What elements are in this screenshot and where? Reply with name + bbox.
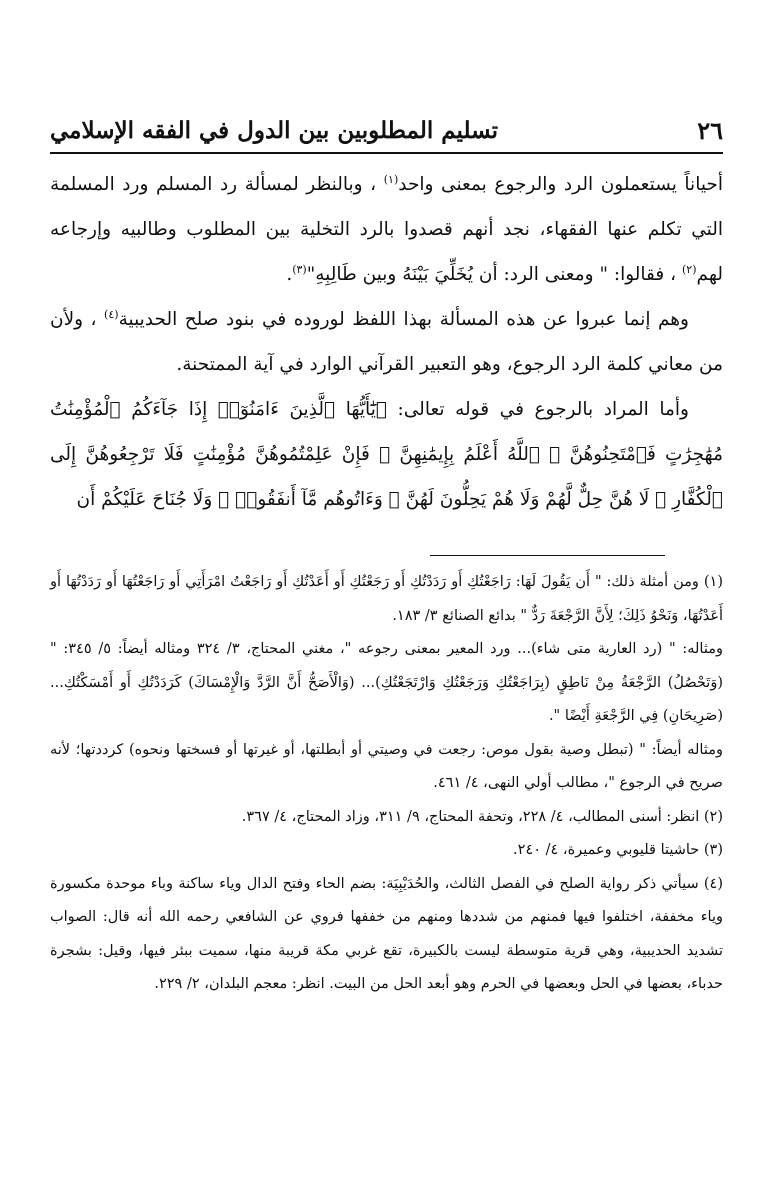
paragraph-2 — [50, 297, 723, 387]
text-span: أحياناً يستعملون الرد والرجوع بمعنى واحد — [398, 174, 723, 195]
footnote-1-example-3: ومثاله أيضاً: " (تبطل وصية بقول موص: رجعت في وصيتي أو أبطلتها، أو غيرتها أو فسختها ونحوه) كرددتها؛ لأنه صريح في الرجوع "، مطالب أولي النهى، ٤/ ٤٦١. — [50, 741, 723, 791]
text-span: ، ولأن من معاني كلمة الرد الرجوع، وهو التعبير القرآني الوارد في آية الممتحنة. — [50, 309, 723, 375]
footnote-ref: (٤) — [104, 307, 119, 321]
text-span: وهم إنما عبروا عن هذه المسألة بهذا اللفظ لوروده في بنود صلح الحديبية — [118, 309, 689, 330]
footnote-2: (٢) انظر: أسنى المطالب، ٤/ ٢٢٨، وتحفة المحتاج، ٩/ ٣١١، وزاد المحتاج، ٤/ ٣٦٧. — [241, 808, 723, 825]
footnote-ref: (٢) — [682, 262, 697, 276]
paragraph-1 — [50, 162, 723, 297]
page-number: ٢٦ — [697, 115, 723, 145]
running-header — [50, 108, 723, 154]
footnotes — [50, 566, 723, 1002]
text-span: ، فقالوا: " ومعنى الرد: أن يُخَلِّيَ بَيْنَهُ وبين طَالِبِهِ" — [306, 264, 677, 285]
footnote-ref: (١) — [383, 172, 399, 186]
header-title: تسليم المطلوبين بين الدول في الفقه الإسلامي — [50, 116, 499, 144]
footnote-3: (٣) حاشيتا قليوبي وعميرة، ٤/ ٢٤٠. — [513, 842, 723, 858]
text-span: . — [286, 264, 293, 285]
main-text — [50, 162, 723, 522]
footnote-1-example-2: ومثاله: " (رد العارية متى شاء)... ورد المعير بمعنى رجوعه "، مغني المحتاج، ٣/ ٣٢٤ ومثاله أيضاً: ٥/ ٣٤٥: " (وَتَحْصُلُ) الرَّجْعَةُ مِنْ نَاطِقٍ (بِرَاجَعْتُكِ وَرَجَعْتُكِ وَارْتَجَعْتُكِ)... (وَالْأَصَحُّ أَنَّ الرَّدَّ وَالْإِمْسَاكَ) كَرَدَدْتُكِ أَو أَمْسَكْتُكِ... (صَرِيحَانِ) فِي الرَّجْعَةِ أَيْضًا ". — [50, 641, 723, 724]
paragraph-3: وأما المراد بالرجوع في قوله تعالى: ﴿يَٰٓأَيُّهَا ٱلَّذِينَ ءَامَنُوٓا۟ إِذَا جَآءَكُمُ ٱلْمُؤْمِنَٰتُ مُهَٰجِرَٰتٍ فَٱمْتَحِنُوهُنَّ ۖ ٱللَّهُ أَعْلَمُ بِإِيمَٰنِهِنَّ ۖ فَإِنْ عَلِمْتُمُوهُنَّ مُؤْمِنَٰتٍ فَلَا تَرْجِعُوهُنَّ إِلَى ٱلْكُفَّارِ ۖ لَا هُنَّ حِلٌّ لَّهُمْ وَلَا هُمْ يَحِلُّونَ لَهُنَّ ۖ وَءَاتُوهُم مَّآ أَنفَقُوا۟ ۚ وَلَا جُنَاحَ عَلَيْكُمْ أَن — [50, 399, 723, 510]
footnote-4: (٤) سيأتي ذكر رواية الصلح في الفصل الثالث، والحُدَيْبِيَة: بضم الحاء وفتح الدال وياء ساكنة وباء موحدة مكسورة وياء مخففة، اختلفوا فيها فمنهم من شددها ومنهم من خففها فروي عن الشافعي رحمه الله أنه قال: الصواب تشديد الحديبية، وهي قرية متوسطة ليست بالكبيرة، تقع غربي مكة قريبة منها، سميت ببئر فيها، وقيل: بشجرة حدباء، بعضها في الحل وبعضها في الحرم وهو أبعد الحل من البيت. انظر: معجم البلدان، ٢/ ٢٢٩. — [50, 875, 723, 992]
text-span: ، وبالنظر لمسألة رد المسلم ورد المسلمة التي تكلم عنها الفقهاء، نجد أنهم قصدوا بالرد التخلية بين المطلوب وطالبيه وإرجاعه لهم — [50, 174, 723, 285]
footnote-ref: (٣) — [292, 262, 307, 276]
footnote-divider — [430, 555, 665, 556]
footnote-1: (١) ومن أمثلة ذلك: " أَن يَقُولَ لَهَا: رَاجَعْتُكِ أَو رَدَدْتُكِ أَو رَجَعْتُكِ أَو أَعَدْتُكِ أَو رَاجَعْتُ امْرَأَتِي أَو رَاجَعْتُهَا أَو رَدَدْتُهَا أَو أَعَدْتُهَا، وَنَحْوُ ذَلِكَ؛ لِأَنَّ الرَّجْعَةَ رَدٌّ " بدائع الصنائع ٣/ ١٨٣. — [50, 574, 723, 624]
